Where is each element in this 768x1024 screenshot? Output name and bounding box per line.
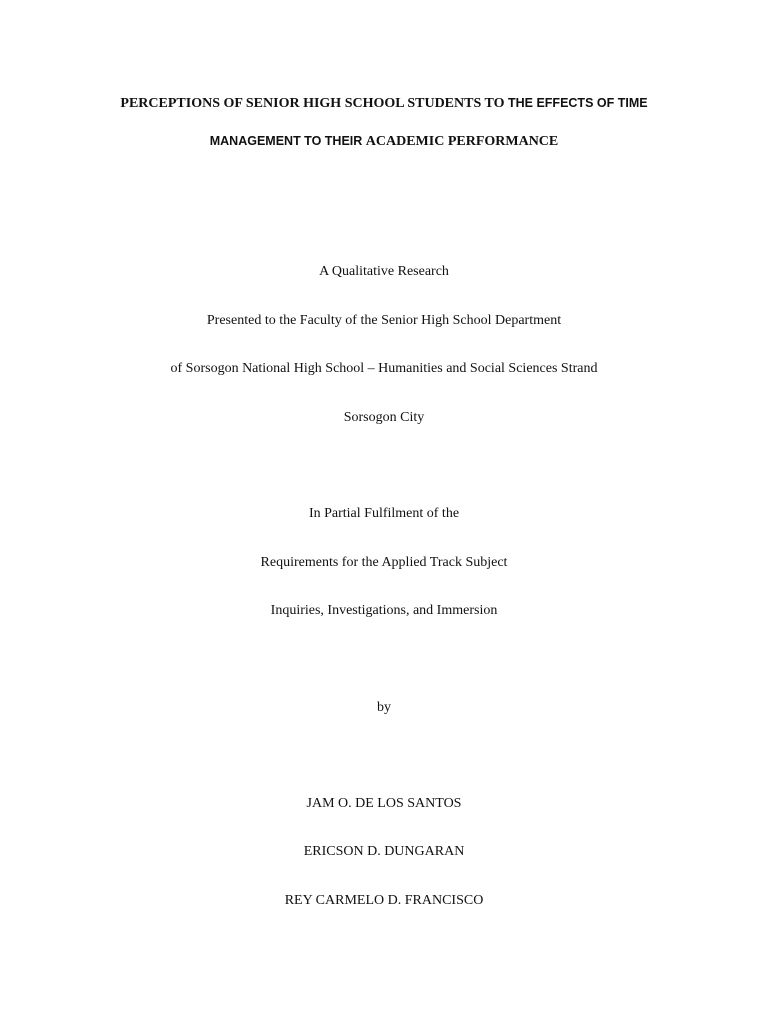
title-line-1-sans: THE EFFECTS OF TIME — [507, 96, 648, 110]
fulfilment-line-2: Requirements for the Applied Track Subject — [260, 555, 508, 570]
title-line-2-serif: ACADEMIC PERFORMANCE — [365, 134, 559, 149]
institution: of Sorsogon National High School – Humanities and Social Sciences Strand — [170, 361, 598, 376]
city: Sorsogon City — [343, 410, 425, 425]
author-1: JAM O. DE LOS SANTOS — [306, 796, 462, 811]
title-line-2-sans: MANAGEMENT TO THEIR — [209, 134, 366, 148]
author-3: REY CARMELO D. FRANCISCO — [284, 893, 484, 908]
research-type: A Qualitative Research — [319, 264, 449, 279]
presented-to: Presented to the Faculty of the Senior High School Department — [206, 313, 562, 328]
fulfilment-line-3: Inquiries, Investigations, and Immersion — [270, 603, 498, 618]
author-2: ERICSON D. DUNGARAN — [303, 844, 465, 859]
title-line-1-serif: PERCEPTIONS OF SENIOR HIGH SCHOOL STUDENTS TO — [120, 96, 508, 111]
title-line-2 — [0, 132, 768, 151]
title-line-1 — [0, 94, 768, 113]
fulfilment-line-1: In Partial Fulfilment of the — [308, 506, 460, 521]
by-label: by — [377, 700, 391, 715]
